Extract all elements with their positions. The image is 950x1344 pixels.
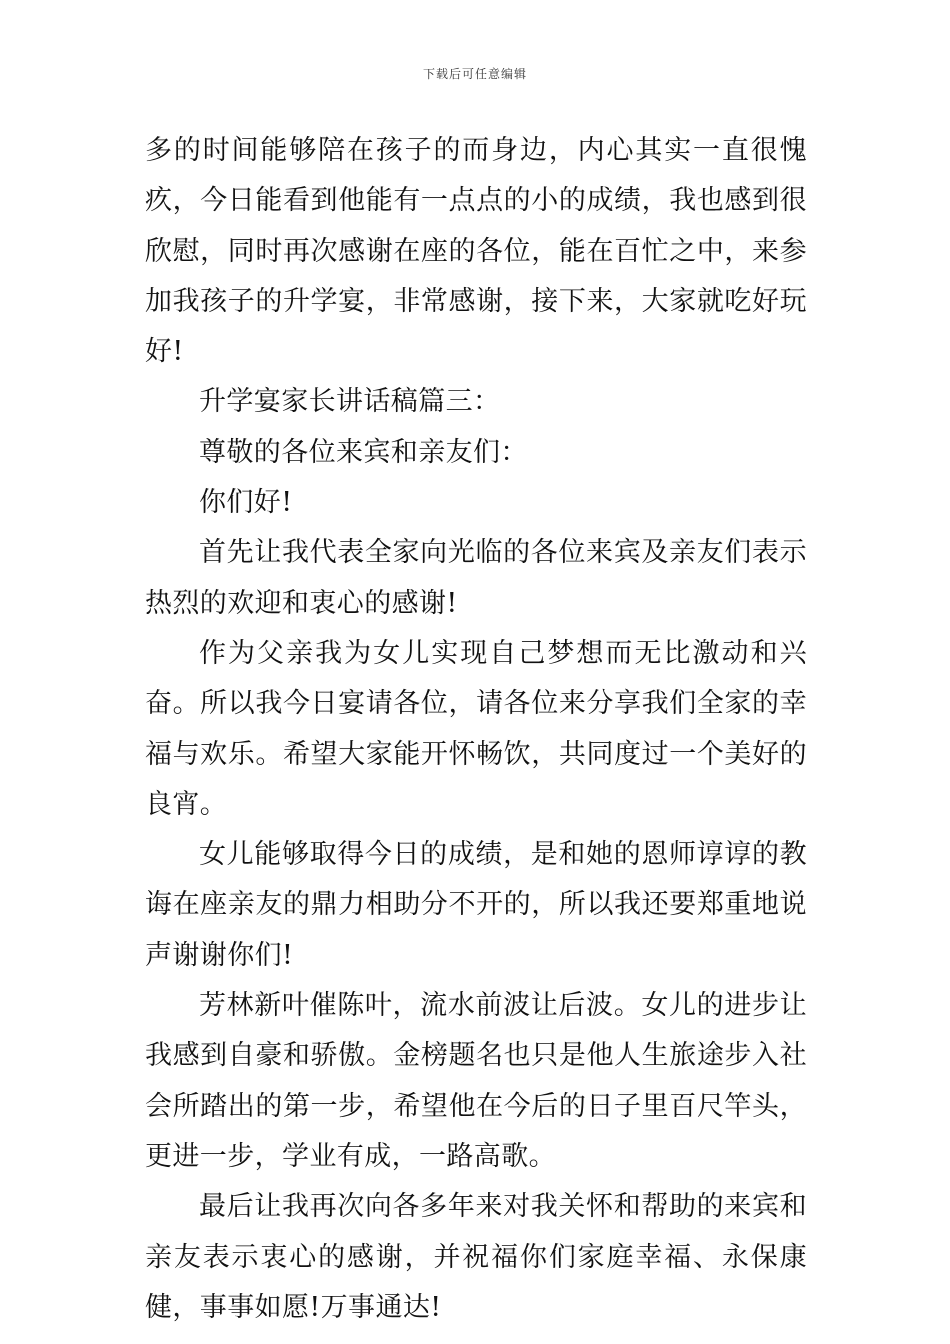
section-title: 升学宴家长讲话稿篇三：: [199, 386, 501, 418]
paragraph-daughter: 女儿能够取得今日的成绩，是和她的恩师谆谆的教诲在座亲友的鼎力相助分不开的，所以我还要郑重地说声谢谢你们!: [145, 839, 807, 971]
paragraph-closing: 最后让我再次向各多年来对我关怀和帮助的来宾和亲友表示衷心的感谢，并祝福你们家庭幸福、永保康健，事事如愿!万事通达!: [145, 1191, 807, 1323]
salutation: 尊敬的各位来宾和亲友们：: [199, 436, 528, 468]
document-body: [145, 126, 807, 1333]
paragraph-progress: 芳林新叶催陈叶，流水前波让后波。女儿的进步让我感到自豪和骄傲。金榜题名也只是他人生旅途步入社会所踏出的第一步，希望他在今后的日子里百尺竿头，更进一步，学业有成，一路高歌。: [145, 990, 807, 1172]
greeting: 你们好!: [199, 487, 293, 519]
paragraph-father: 作为父亲我为女儿实现自己梦想而无比激动和兴奋。所以我今日宴请各位，请各位来分享我们全家的幸福与欢乐。希望大家能开怀畅饮，共同度过一个美好的良宵。: [145, 637, 807, 820]
paragraph-continuation: 多的时间能够陪在孩子的而身边，内心其实一直很愧疚，今日能看到他能有一点点的小的成绩，我也感到很欣慰，同时再次感谢在座的各位，能在百忙之中，来参加我孩子的升学宴，非常感谢，接下来，大家就吃好玩好!: [145, 135, 807, 368]
header-note: 下载后可任意编辑: [422, 67, 527, 81]
paragraph-welcome: 首先让我代表全家向光临的各位来宾及亲友们表示热烈的欢迎和衷心的感谢!: [145, 537, 807, 619]
